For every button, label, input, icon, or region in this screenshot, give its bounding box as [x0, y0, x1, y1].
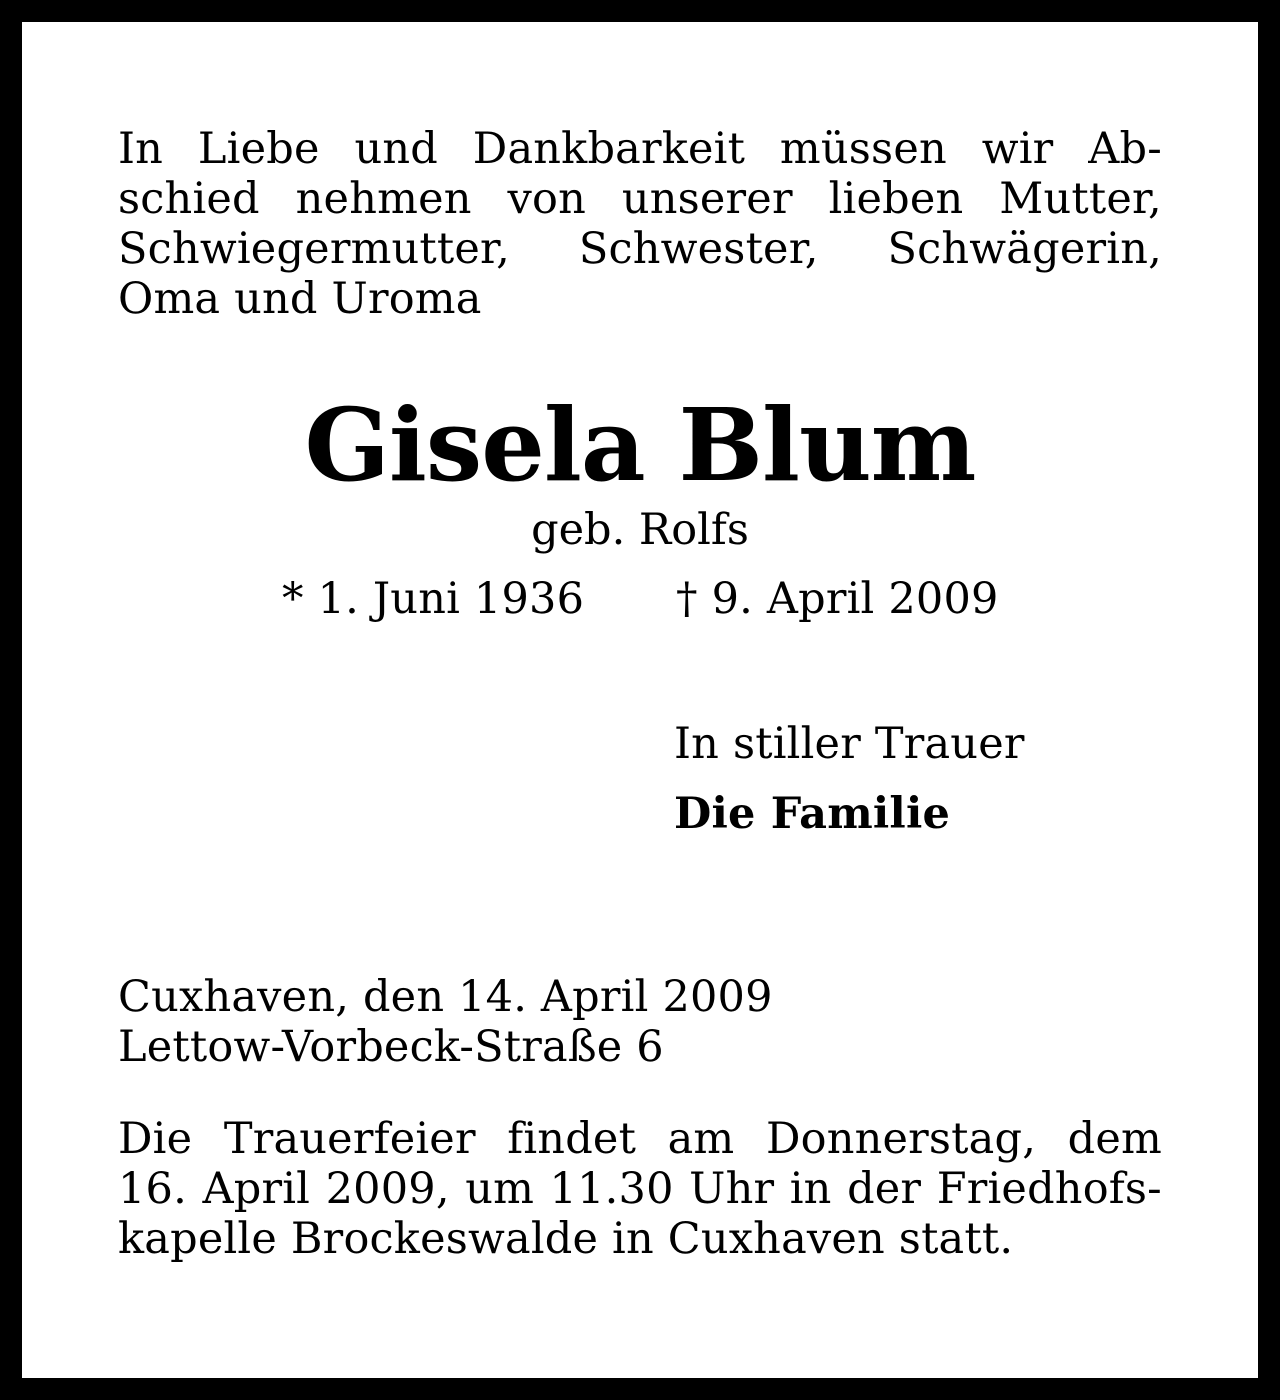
family-signature: Die Familie [674, 789, 951, 839]
intro-line-1 [118, 124, 1162, 174]
word: dem [1067, 1114, 1162, 1164]
word: 2009, [325, 1164, 450, 1214]
intro-line-4: Oma und Uroma [118, 274, 482, 324]
street-address: Lettow-Vorbeck-Straße 6 [118, 1022, 664, 1072]
deceased-name: Gisela Blum [304, 386, 976, 504]
word: Schwägerin, [887, 224, 1162, 274]
word: um [465, 1164, 535, 1214]
word: müssen [779, 124, 947, 174]
word: Ab- [1088, 124, 1162, 174]
mourning-phrase: In stiller Trauer [674, 719, 1025, 769]
word: April [202, 1164, 311, 1214]
word: Friedhofs- [936, 1164, 1162, 1214]
birth-date: * 1. Juni 1936 [282, 574, 585, 624]
place-date: Cuxhaven, den 14. April 2009 [118, 972, 773, 1022]
word: Donnerstag, [765, 1114, 1037, 1164]
word: Dankbarkeit [472, 124, 746, 174]
word: der [847, 1164, 922, 1214]
word: am [667, 1114, 735, 1164]
word: Mutter, [999, 174, 1162, 224]
funeral-line-2 [118, 1164, 1162, 1214]
word: und [354, 124, 438, 174]
word: In [118, 124, 164, 174]
word: lieben [828, 174, 964, 224]
death-date: † 9. April 2009 [676, 574, 999, 624]
word: wir [981, 124, 1054, 174]
word: unserer [621, 174, 793, 224]
word: Liebe [197, 124, 320, 174]
word: in [789, 1164, 832, 1214]
word: findet [507, 1114, 637, 1164]
word: Schwester, [578, 224, 819, 274]
intro-line-3 [118, 224, 1162, 274]
funeral-line-3: kapelle Brockeswalde in Cuxhaven statt. [118, 1214, 1014, 1264]
word: 11.30 [549, 1164, 674, 1214]
funeral-line-1 [118, 1114, 1162, 1164]
word: schied [118, 174, 260, 224]
intro-line-2 [118, 174, 1162, 224]
word: 16. [118, 1164, 187, 1214]
word: von [507, 174, 586, 224]
maiden-name: geb. Rolfs [531, 505, 749, 555]
word: Trauerfeier [223, 1114, 476, 1164]
word: Schwiegermutter, [118, 224, 510, 274]
word: Die [118, 1114, 193, 1164]
word: nehmen [295, 174, 472, 224]
word: Uhr [689, 1164, 775, 1214]
